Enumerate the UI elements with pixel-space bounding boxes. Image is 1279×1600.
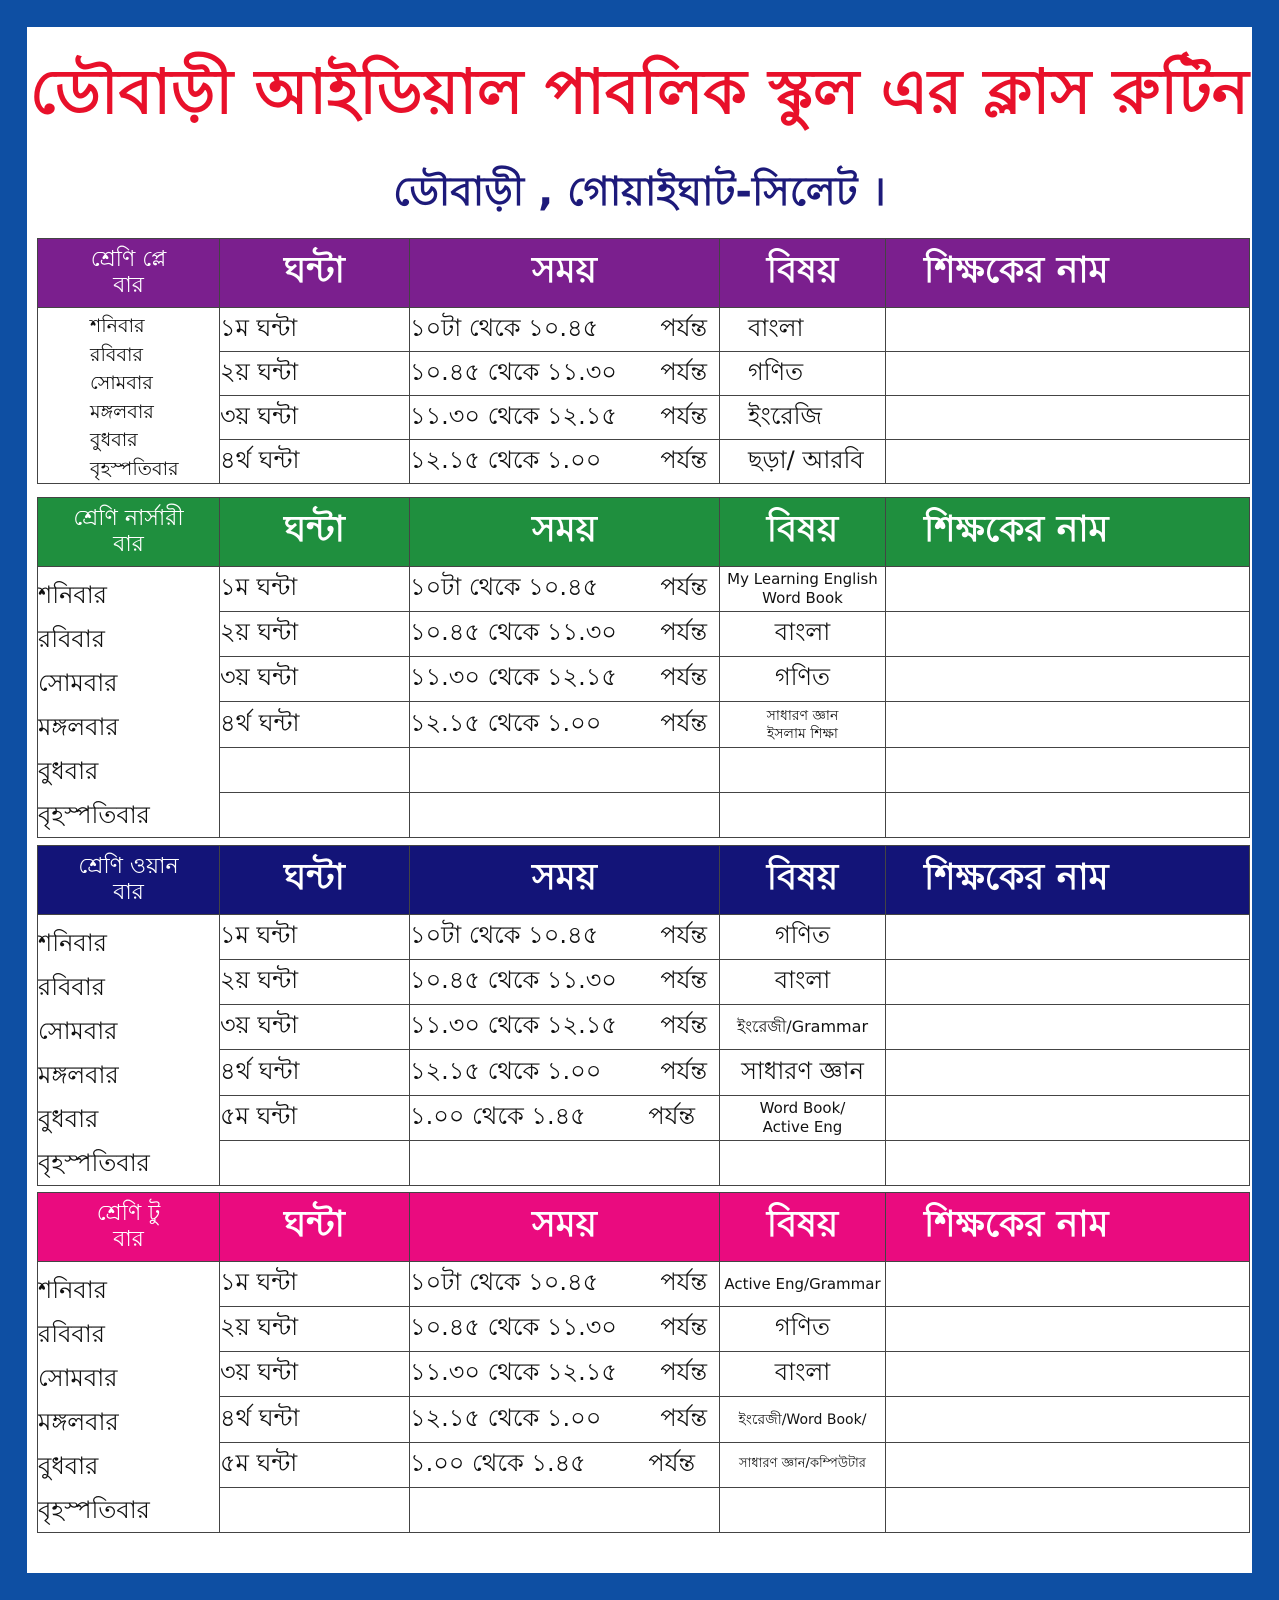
subject-cell: বাংলা	[720, 960, 886, 1005]
time-cell	[410, 792, 720, 837]
time-cell: ১০টা থেকে ১০.৪৫ পর্যন্ত	[410, 567, 720, 612]
teacher-cell	[886, 308, 1250, 352]
period-cell: ২য় ঘন্টা	[220, 960, 410, 1005]
table-row	[38, 1397, 1250, 1442]
time-cell: ১.০০ থেকে ১.৪৫ পর্যন্ত	[410, 1095, 720, 1140]
table-row	[38, 1140, 1250, 1185]
page-subtitle: ডৌবাড়ী , গোয়াইঘাট-সিলেট ।	[393, 169, 886, 215]
table-row	[38, 1442, 1250, 1487]
teacher-cell	[886, 1262, 1250, 1307]
time-cell: ১০.৪৫ থেকে ১১.৩০ পর্যন্ত	[410, 960, 720, 1005]
period-cell: ৩য় ঘন্টা	[220, 1352, 410, 1397]
teacher-cell	[886, 612, 1250, 657]
period-cell: ৩য় ঘন্টা	[220, 1005, 410, 1050]
teacher-cell	[886, 915, 1250, 960]
teacher-cell	[886, 567, 1250, 612]
col-subject: বিষয়	[720, 846, 886, 915]
time-cell: ১২.১৫ থেকে ১.০০ পর্যন্ত	[410, 440, 720, 484]
time-cell	[410, 1140, 720, 1185]
teacher-cell	[886, 1352, 1250, 1397]
period-cell: ২য় ঘন্টা	[220, 352, 410, 396]
days-cell: শনিবার রবিবার সোমবার মঙ্গলবার বুধবার বৃহস্পতিবার	[38, 308, 220, 484]
day-label: বার	[113, 273, 144, 298]
header-row	[38, 1193, 1250, 1262]
subject-cell: বাংলা	[720, 308, 886, 352]
table-row	[38, 915, 1250, 960]
routine-two	[37, 1192, 1249, 1533]
header-row	[38, 846, 1250, 915]
page-title: ডৌবাড়ী আইডিয়াল পাবলিক স্কুল এর ক্লাস রুটিন	[30, 55, 1249, 128]
col-subject: বিষয়	[720, 239, 886, 308]
period-cell: ৪র্থ ঘন্টা	[220, 1397, 410, 1442]
col-period: ঘন্টা	[220, 239, 410, 308]
time-cell: ১০টা থেকে ১০.৪৫ পর্যন্ত	[410, 915, 720, 960]
subject-cell: গণিত	[720, 657, 886, 702]
class-label-cell	[38, 239, 220, 308]
table-row	[38, 1050, 1250, 1095]
col-period: ঘন্টা	[220, 498, 410, 567]
col-period: ঘন্টা	[220, 846, 410, 915]
teacher-cell	[886, 352, 1250, 396]
col-time: সময়	[410, 846, 720, 915]
days-cell: শনিবার রবিবার সোমবার মঙ্গলবার বুধবার বৃহস্পতিবার	[38, 915, 220, 1186]
subject-cell: গণিত	[720, 1307, 886, 1352]
time-cell: ১০টা থেকে ১০.৪৫ পর্যন্ত	[410, 1262, 720, 1307]
period-cell: ১ম ঘন্টা	[220, 915, 410, 960]
table-row	[38, 960, 1250, 1005]
time-cell: ১১.৩০ থেকে ১২.১৫ পর্যন্ত	[410, 1352, 720, 1397]
col-subject: বিষয়	[720, 1193, 886, 1262]
time-cell: ১.০০ থেকে ১.৪৫ পর্যন্ত	[410, 1442, 720, 1487]
table-row	[38, 702, 1250, 747]
teacher-cell	[886, 1442, 1250, 1487]
period-cell: ৪র্থ ঘন্টা	[220, 702, 410, 747]
subject-cell: ইংরেজী/Grammar	[720, 1005, 886, 1050]
table-row	[38, 792, 1250, 837]
subject-cell: গণিত	[720, 915, 886, 960]
class-label-cell	[38, 498, 220, 567]
time-cell	[410, 1487, 720, 1532]
subject-cell: বাংলা	[720, 612, 886, 657]
time-cell: ১০.৪৫ থেকে ১১.৩০ পর্যন্ত	[410, 612, 720, 657]
teacher-cell	[886, 1095, 1250, 1140]
subject-cell: সাধারণ জ্ঞান ইসলাম শিক্ষা	[720, 702, 886, 747]
subject-cell: ছড়া/ আরবি	[720, 440, 886, 484]
subject-cell	[720, 792, 886, 837]
period-cell: ৩য় ঘন্টা	[220, 396, 410, 440]
time-cell: ১২.১৫ থেকে ১.০০ পর্যন্ত	[410, 1050, 720, 1095]
table-row	[38, 308, 1250, 352]
time-cell: ১১.৩০ থেকে ১২.১৫ পর্যন্ত	[410, 396, 720, 440]
day-label: বার	[113, 880, 144, 905]
table-row	[38, 567, 1250, 612]
class-label-cell	[38, 846, 220, 915]
routine-play	[37, 238, 1249, 484]
table-row	[38, 1352, 1250, 1397]
teacher-cell	[886, 657, 1250, 702]
table-row	[38, 1095, 1250, 1140]
col-time: সময়	[410, 498, 720, 567]
poster	[27, 27, 1252, 1573]
period-cell: ১ম ঘন্টা	[220, 567, 410, 612]
period-cell: ২য় ঘন্টা	[220, 612, 410, 657]
table-row	[38, 747, 1250, 792]
teacher-cell	[886, 792, 1250, 837]
subject-cell: গণিত	[720, 352, 886, 396]
table-row	[38, 1005, 1250, 1050]
time-cell: ১২.১৫ থেকে ১.০০ পর্যন্ত	[410, 1397, 720, 1442]
period-cell: ২য় ঘন্টা	[220, 1307, 410, 1352]
period-cell: ১ম ঘন্টা	[220, 1262, 410, 1307]
teacher-cell	[886, 396, 1250, 440]
period-cell: ৫ম ঘন্টা	[220, 1095, 410, 1140]
subject-cell	[720, 1140, 886, 1185]
time-cell: ১২.১৫ থেকে ১.০০ পর্যন্ত	[410, 702, 720, 747]
subject-cell	[720, 1487, 886, 1532]
teacher-cell	[886, 440, 1250, 484]
col-teacher: শিক্ষকের নাম	[886, 498, 1250, 567]
table-row	[38, 396, 1250, 440]
subject-cell	[720, 747, 886, 792]
teacher-cell	[886, 1050, 1250, 1095]
time-cell: ১০.৪৫ থেকে ১১.৩০ পর্যন্ত	[410, 352, 720, 396]
subject-cell: ইংরেজি	[720, 396, 886, 440]
days-cell: শনিবার রবিবার সোমবার মঙ্গলবার বুধবার বৃহস্পতিবার	[38, 1262, 220, 1533]
subject-cell: বাংলা	[720, 1352, 886, 1397]
subject-cell: সাধারণ জ্ঞান/কম্পিউটার	[720, 1442, 886, 1487]
col-teacher: শিক্ষকের নাম	[886, 846, 1250, 915]
period-cell: ৪র্থ ঘন্টা	[220, 1050, 410, 1095]
header-row	[38, 498, 1250, 567]
time-cell: ১০টা থেকে ১০.৪৫ পর্যন্ত	[410, 308, 720, 352]
col-time: সময়	[410, 1193, 720, 1262]
subject-cell: Word Book/ Active Eng	[720, 1095, 886, 1140]
col-subject: বিষয়	[720, 498, 886, 567]
class-label: শ্রেণি টু	[96, 1201, 161, 1226]
time-cell: ১১.৩০ থেকে ১২.১৫ পর্যন্ত	[410, 657, 720, 702]
table-row	[38, 1262, 1250, 1307]
col-time: সময়	[410, 239, 720, 308]
period-cell	[220, 792, 410, 837]
period-cell: ৫ম ঘন্টা	[220, 1442, 410, 1487]
teacher-cell	[886, 747, 1250, 792]
time-cell	[410, 747, 720, 792]
time-cell: ১০.৪৫ থেকে ১১.৩০ পর্যন্ত	[410, 1307, 720, 1352]
routine-nursery	[37, 497, 1249, 838]
subject-cell: সাধারণ জ্ঞান	[720, 1050, 886, 1095]
day-label: বার	[113, 532, 144, 557]
class-label: শ্রেণি প্লে	[90, 247, 167, 272]
teacher-cell	[886, 702, 1250, 747]
col-period: ঘন্টা	[220, 1193, 410, 1262]
teacher-cell	[886, 1307, 1250, 1352]
table-row	[38, 612, 1250, 657]
subject-cell: ইংরেজী/Word Book/	[720, 1397, 886, 1442]
period-cell	[220, 1140, 410, 1185]
table-row	[38, 1487, 1250, 1532]
table-row	[38, 657, 1250, 702]
day-label: বার	[113, 1227, 144, 1252]
header-row	[38, 239, 1250, 308]
subject-cell: Active Eng/Grammar	[720, 1262, 886, 1307]
table-row	[38, 352, 1250, 396]
col-teacher: শিক্ষকের নাম	[886, 239, 1250, 308]
teacher-cell	[886, 1140, 1250, 1185]
table-row	[38, 440, 1250, 484]
teacher-cell	[886, 960, 1250, 1005]
time-cell: ১১.৩০ থেকে ১২.১৫ পর্যন্ত	[410, 1005, 720, 1050]
table-row	[38, 1307, 1250, 1352]
teacher-cell	[886, 1487, 1250, 1532]
days-cell: শনিবার রবিবার সোমবার মঙ্গলবার বুধবার বৃহস্পতিবার	[38, 567, 220, 838]
period-cell: ৪র্থ ঘন্টা	[220, 440, 410, 484]
teacher-cell	[886, 1005, 1250, 1050]
routine-one	[37, 845, 1249, 1186]
subject-cell: My Learning English Word Book	[720, 567, 886, 612]
teacher-cell	[886, 1397, 1250, 1442]
period-cell: ১ম ঘন্টা	[220, 308, 410, 352]
class-label-cell	[38, 1193, 220, 1262]
period-cell: ৩য় ঘন্টা	[220, 657, 410, 702]
class-label: শ্রেণি ওয়ান	[78, 854, 179, 879]
col-teacher: শিক্ষকের নাম	[886, 1193, 1250, 1262]
period-cell	[220, 1487, 410, 1532]
class-label: শ্রেণি নার্সারী	[73, 506, 184, 531]
period-cell	[220, 747, 410, 792]
